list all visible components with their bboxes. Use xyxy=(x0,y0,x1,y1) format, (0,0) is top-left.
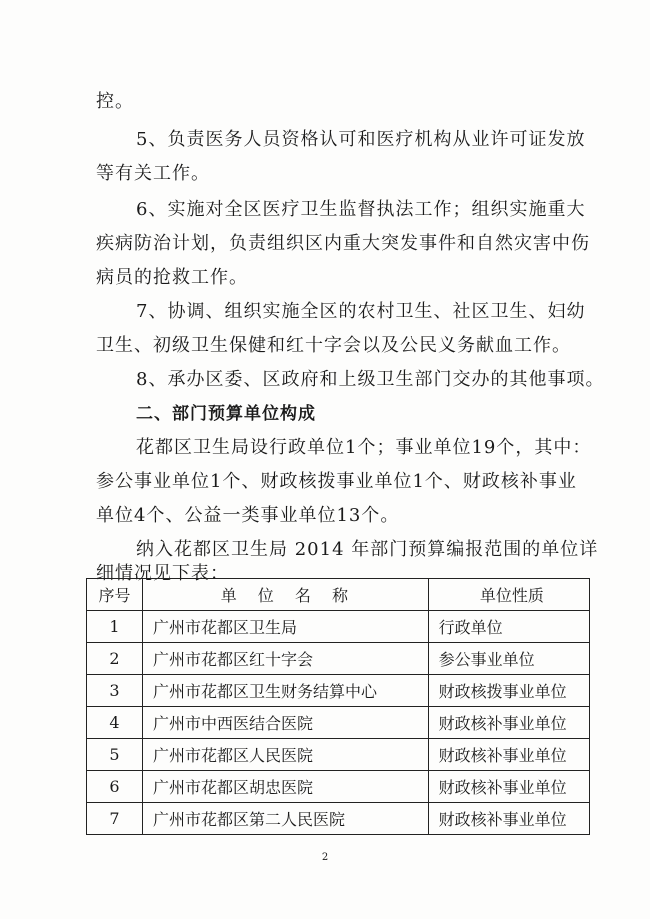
row-unit-name: 广州市花都区胡忠医院 xyxy=(143,771,429,803)
paragraph-line: 纳入花都区卫生局 2014 年部门预算编报范围的单位详 xyxy=(136,539,599,560)
units-table xyxy=(86,578,590,835)
table-row xyxy=(87,611,590,643)
row-unit-nature: 参公事业单位 xyxy=(428,643,589,675)
table-row xyxy=(87,771,590,803)
paragraph-line: 花都区卫生局设行政单位1个；事业单位19个，其中： xyxy=(136,437,592,458)
paragraph-line: 病员的抢救工作。 xyxy=(96,267,248,288)
row-index: 2 xyxy=(87,643,143,675)
paragraph-line: 控。 xyxy=(96,91,134,112)
row-unit-name: 广州市中西医结合医院 xyxy=(143,707,429,739)
table-row xyxy=(87,675,590,707)
row-index: 1 xyxy=(87,611,143,643)
paragraph-line: 等有关工作。 xyxy=(96,163,210,184)
header-unit-name: 单 位 名 称 xyxy=(143,579,429,611)
row-index: 3 xyxy=(87,675,143,707)
row-unit-nature: 财政核补事业单位 xyxy=(428,803,589,835)
table-row xyxy=(87,707,590,739)
paragraph-line: 卫生、初级卫生保健和红十字会以及公民义务献血工作。 xyxy=(96,335,571,356)
header-unit-nature: 单位性质 xyxy=(428,579,589,611)
paragraph-line: 7、协调、组织实施全区的农村卫生、社区卫生、妇幼 xyxy=(136,301,586,322)
row-unit-nature: 财政核拨事业单位 xyxy=(428,675,589,707)
row-unit-name: 广州市花都区卫生财务结算中心 xyxy=(143,675,429,707)
row-unit-name: 广州市花都区卫生局 xyxy=(143,611,429,643)
section-heading: 二、部门预算单位构成 xyxy=(136,404,316,424)
table-row xyxy=(87,803,590,835)
row-index: 4 xyxy=(87,707,143,739)
paragraph-line: 单位4个、公益一类事业单位13个。 xyxy=(96,505,400,526)
paragraph-line: 6、实施对全区医疗卫生监督执法工作；组织实施重大 xyxy=(136,199,586,220)
paragraph-line: 疾病防治计划，负责组织区内重大突发事件和自然灾害中伤 xyxy=(96,233,590,254)
page-number: 2 xyxy=(321,852,329,863)
paragraph-line: 8、承办区委、区政府和上级卫生部门交办的其他事项。 xyxy=(136,369,605,390)
row-index: 6 xyxy=(87,771,143,803)
row-unit-nature: 财政核补事业单位 xyxy=(428,707,589,739)
row-index: 7 xyxy=(87,803,143,835)
row-unit-name: 广州市花都区人民医院 xyxy=(143,739,429,771)
row-unit-nature: 行政单位 xyxy=(428,611,589,643)
row-unit-nature: 财政核补事业单位 xyxy=(428,771,589,803)
paragraph-line: 5、负责医务人员资格认可和医疗机构从业许可证发放 xyxy=(136,129,586,150)
table-header-row xyxy=(87,579,590,611)
table-row xyxy=(87,643,590,675)
paragraph-line: 参公事业单位1个、财政核拨事业单位1个、财政核补事业 xyxy=(96,471,577,492)
row-index: 5 xyxy=(87,739,143,771)
row-unit-name: 广州市花都区红十字会 xyxy=(143,643,429,675)
header-index: 序号 xyxy=(87,579,143,611)
table-row xyxy=(87,739,590,771)
paragraph-line: 细情况见下表： xyxy=(96,563,229,584)
row-unit-name: 广州市花都区第二人民医院 xyxy=(143,803,429,835)
row-unit-nature: 财政核补事业单位 xyxy=(428,739,589,771)
